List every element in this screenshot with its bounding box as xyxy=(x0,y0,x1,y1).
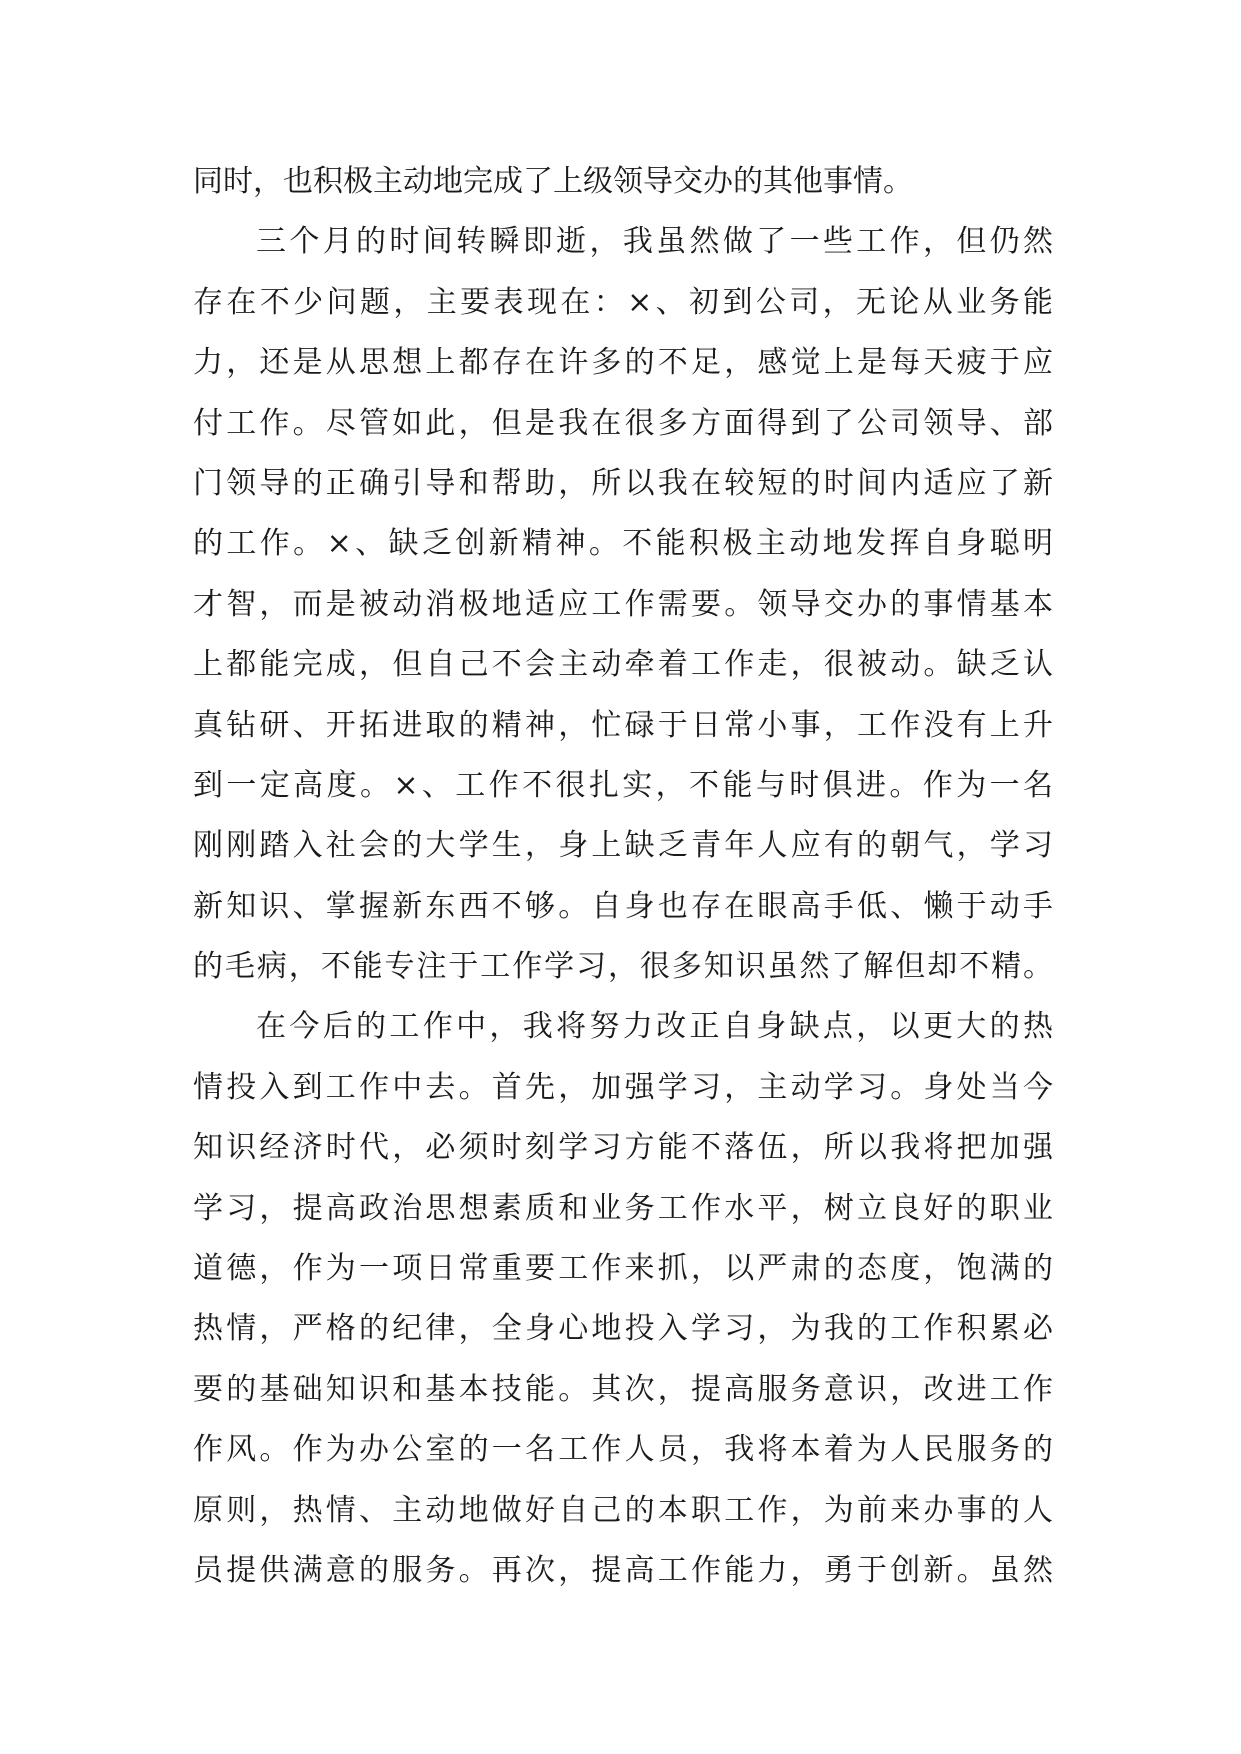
text-line: 员提供满意的服务。再次，提高工作能力，勇于创新。虽然 xyxy=(193,1552,1053,1588)
paragraph-first-line: 在今后的工作中，我将努力改正自身缺点，以更大的热 xyxy=(256,1009,1053,1045)
text-line: 的工作。×、缺乏创新精神。不能积极主动地发挥自身聪明 xyxy=(193,526,1053,562)
text-line: 同时，也积极主动地完成了上级领导交办的其他事情。 xyxy=(193,164,913,199)
text-line: 知识经济时代，必须时刻学习方能不落伍，所以我将把加强 xyxy=(193,1130,1053,1166)
text-line: 力，还是从思想上都存在许多的不足，感觉上是每天疲于应 xyxy=(193,345,1053,381)
text-line: 付工作。尽管如此，但是我在很多方面得到了公司领导、部 xyxy=(193,405,1053,441)
text-line: 才智，而是被动消极地适应工作需要。领导交办的事情基本 xyxy=(193,586,1053,622)
text-line: 的毛病，不能专注于工作学习，很多知识虽然了解但却不精。 xyxy=(193,949,1053,985)
text-line: 情投入到工作中去。首先，加强学习，主动学习。身处当今 xyxy=(193,1069,1053,1105)
text-line: 刚刚踏入社会的大学生，身上缺乏青年人应有的朝气，学习 xyxy=(193,828,1053,864)
text-line: 学习，提高政治思想素质和业务工作水平，树立良好的职业 xyxy=(193,1190,1053,1226)
text-line: 道德，作为一项日常重要工作来抓，以严肃的态度，饱满的 xyxy=(193,1251,1053,1287)
text-line: 到一定高度。×、工作不很扎实，不能与时俱进。作为一名 xyxy=(193,767,1053,803)
text-line: 门领导的正确引导和帮助，所以我在较短的时间内适应了新 xyxy=(193,465,1053,501)
text-line: 原则，热情、主动地做好自己的本职工作，为前来办事的人 xyxy=(193,1492,1053,1528)
document-body xyxy=(193,152,1053,1601)
text-line: 存在不少问题，主要表现在：×、初到公司，无论从业务能 xyxy=(193,284,1053,320)
paragraph-first-line: 三个月的时间转瞬即逝，我虽然做了一些工作，但仍然 xyxy=(256,224,1053,260)
text-line: 作风。作为办公室的一名工作人员，我将本着为人民服务的 xyxy=(193,1432,1053,1468)
text-line: 新知识、掌握新东西不够。自身也存在眼高手低、懒于动手 xyxy=(193,888,1053,924)
text-line: 真钻研、开拓进取的精神，忙碌于日常小事，工作没有上升 xyxy=(193,707,1053,743)
text-line: 热情，严格的纪律，全身心地投入学习，为我的工作积累必 xyxy=(193,1311,1053,1347)
text-line: 上都能完成，但自己不会主动牵着工作走，很被动。缺乏认 xyxy=(193,647,1053,683)
text-line: 要的基础知识和基本技能。其次，提高服务意识，改进工作 xyxy=(193,1371,1053,1407)
